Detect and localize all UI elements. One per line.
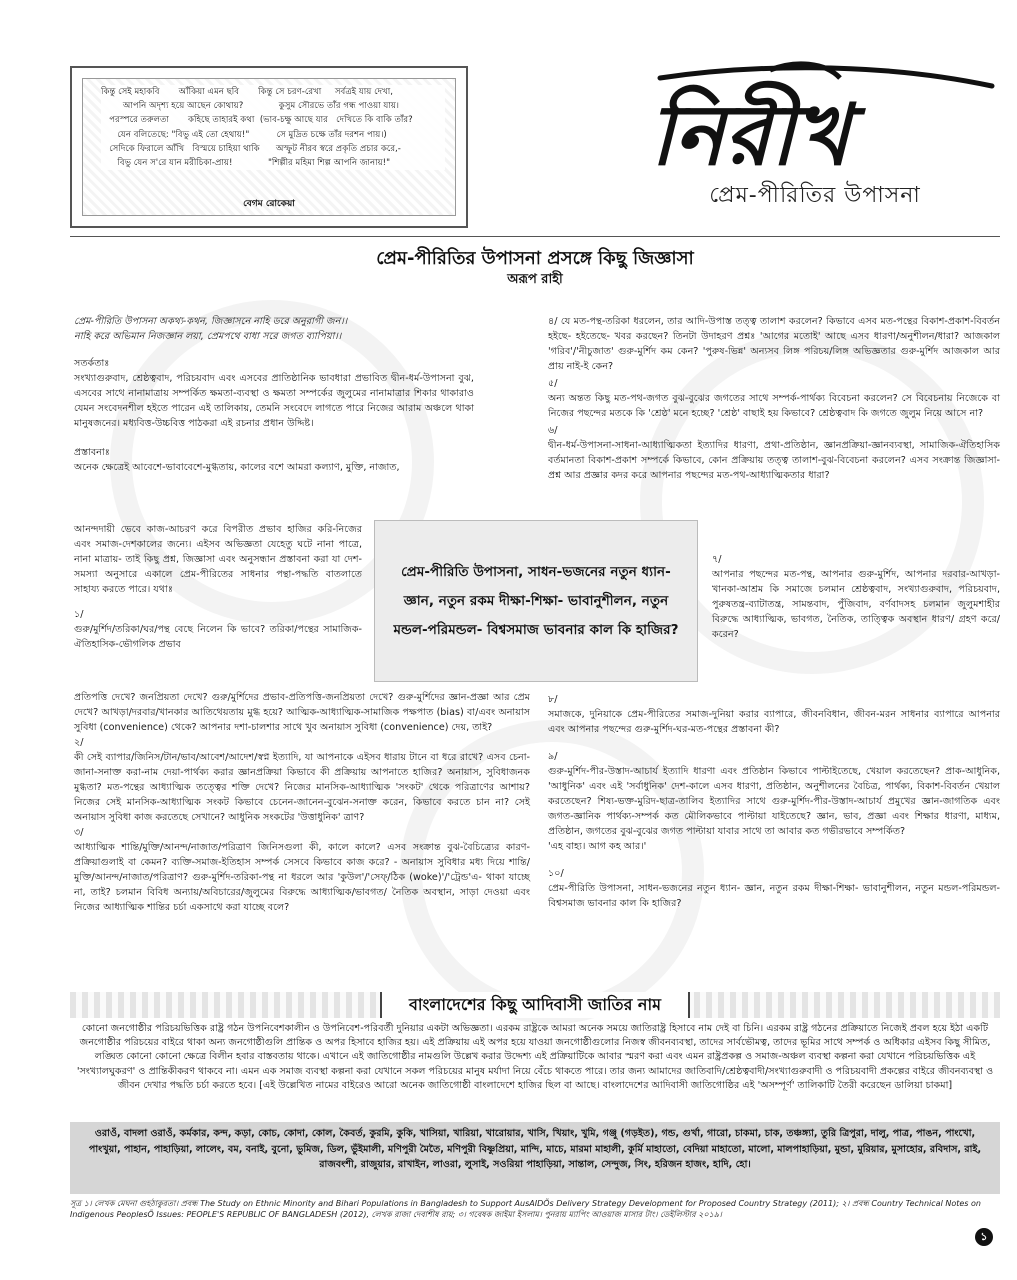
- question-text: দ্বীন-ধর্ম-উপাসনা-সাধনা-আধ্যাত্মিকতা ইত্যাদির ধারণা, প্রথা-প্রতিষ্ঠান, জ্ঞানপ্রক্রিয়া-জ্ঞানব্যবস্থা, সামাজিক-ঐতিহাসিক বর্তমানতা বিকাশ-প্রকাশ সম্পর্কে কিভাবে, কোন প্রক্রিয়ায় তত্ত্ব তালাশ-বুঝ-বিবেচনা করলেন? এসব সংক্রান্ত জিজ্ঞাসা-প্রশ্ন আর প্রজ্ঞার কদর করে আপনার পছন্দের মত-পথ-আধ্যাত্মিকতার ধারা?: [548, 440, 1000, 481]
- question-number: ১/: [74, 609, 84, 620]
- poem-line: সেদিকে ফিরালে আঁখি বিস্ময়ে চাহিয়া থাকি অস্ফুট নীরব স্বরে প্রকৃতি প্রচার করে,-: [101, 143, 401, 154]
- question-text: গুরু-মুর্শিদ-পীর-উস্তাদ-আচার্য ইত্যাদি ধারণা এবং প্রতিষ্ঠান কিভাবে পাল্টাইতেছে, খেয়াল করতেছেন? প্রাক-আধুনিক, 'আধুনিক' এবং এই 'সর্বাধুনিক' দেশ-কালে এসব ধারণা, প্রতিষ্ঠান, অনুশীলনের বৈচিত্র, পার্থক্য, বিকাশ-বিবর্তন খেয়াল করতেছেন? শিষ্য-ভক্ত-মুরিদ-ছাত্র-তালিব ইত্যাদির সাথে গুরু-মুর্শিদ-পীর-উস্তাদ-আচার্য প্রমুখের জ্ঞান-জাগতিক এবং জগত-জ্ঞানিক পার্থক্য-সম্পর্ক কত মৌলিকভাবে পাল্টায়া যাইতেছে? জ্ঞান, ভাব, প্রজ্ঞা এবং শিক্ষার ধারণা, মাধ্যম, প্রতিষ্ঠান, জগতের বুঝ-বুঝের জগত পাল্টায়া যাবার সাথে তা আবার কত গভীরভাবে সম্পর্কিত?: [548, 766, 1000, 837]
- quote-line: 'এহ বাহ্য। আগ কহ আর।': [548, 841, 647, 852]
- question-text: প্রতিপত্তি দেখে? জনপ্রিয়তা দেখে? গুরু/মুর্শিদের প্রভাব-প্রতিপত্তি-জনপ্রিয়তা দেখে? গুরু-মুর্শিদের জ্ঞান-প্রজ্ঞা আর প্রেম দেখে? আখড়া/দরবার/খানকার আতিথেয়তায় মুগ্ধ হয়ে? আত্মিক-আধ্যাত্মিক-সামাজিক পক্ষপাত (bias) বা/এবং অনায়াস সুবিধা (convenience) থেকে? আপনার দশা-চালশার সাথে খুব অনায়াস সুবিধা (convenience) দেয়, তাই?: [74, 692, 530, 733]
- poem-author: বেগম রোকেয়া: [243, 199, 295, 209]
- question-text: গুরু/মুর্শিদ/তরিকা/ঘর/পন্থ বেছে নিলেন কি ভাবে? তরিকা/পন্থের সামাজিক-ঐতিহাসিক-ভৌগলিক প্রভাব: [74, 624, 362, 650]
- question-text: সমাজকে, দুনিয়াকে প্রেম-পীরিতের সমাজ-দুনিয়া করার ব্যাপারে, জীবনবিধান, জীবন-মরন সাধনার ব্যাপারে আপনার এবং আপনার পছন্দের গুরু-মুর্শিদ-ঘর-মত-পন্থের প্রস্তাবনা কী?: [548, 709, 1000, 735]
- divider: [70, 236, 1000, 237]
- right-column-bottom: [548, 692, 1000, 911]
- page-number: ১: [975, 1228, 993, 1246]
- pull-quote: প্রেম-পীরিতি উপাসনা, সাধন-ভজনের নতুন ধ্যান- জ্ঞান, নতুন রকম দীক্ষা-শিক্ষা- ভাবানুশীলন, নতুন মন্ডল-পরিমন্ডল- বিশ্বসমাজ ভাবনার কাল কি হাজির?: [374, 520, 698, 682]
- question-number: ৪/: [548, 316, 558, 327]
- question-text: প্রেম-পীরিতি উপাসনা, সাধন-ভজনের নতুন ধ্যান- জ্ঞান, নতুন রকম দীক্ষা-শিক্ষা- ভাবানুশীলন, নতুন মন্ডল-পরিমন্ডল- বিশ্বসমাজ ভাবনার কাল কি হাজির?: [548, 883, 1000, 909]
- indigenous-names-list: ওরাওঁ, বাদলা ওরাওঁ, কর্মকার, কন্দ, কড়া, কোচ, কোদা, কোল, কৈবর্ত, কুরমি, কুকি, খাসিয়া, খারিয়া, খারোয়ার, খাসি, খিয়াং, খুমি, গঞ্জু (গড়ইত), গন্ড, গুর্খা, গারো, চাকমা, চাক, তঞ্চঙ্গ্যা, তুরি ত্রিপুরা, দালু, পাত্র, পাঙন, পাংখো, পাংখুয়া, পাহান, পাহাড়িয়া, লালেং, বম, বনাই, বুনো, ভুমিজ, ডিল, ভুঁইমালী, মণিপুরী মৈতৈ, মণিপুরী বিষ্ণুপ্রিয়া, মান্দি, মাচে, মারমা মাহালী, কুর্মি মাহাতো, বেদিয়া মাহাতো, মালো, মালপাহাড়িয়া, মুন্ডা, মুরিয়ার, মুসাহোর, রবিদাস, রাই, রাজবংশী, রাজুয়ার, রাখাইন, লাওরা, লুসাই, সওরিয়া পাহাড়িয়া, সান্তাল, সেন্দুজ, সিং, হরিজন হাজং, হাদি, হো।: [70, 1122, 1000, 1194]
- poem-line: বিভু যেন স'রে যান মরীচিকা-প্রায়! "শিল্পীর মহিমা শিল্প আপনি জানায়!": [101, 158, 391, 169]
- poem-line: পরস্পরে তরুলতা কহিছে তাহারই কথা (ভাব-চক্ষু আছে যার দেখিতে কি বাকি তাঁর?: [101, 115, 413, 126]
- brand-logo-text: নিরীখ: [650, 86, 850, 176]
- question-text: আধ্যাত্মিক শান্তি/মুক্তি/আনন্দ/নাজাত/পরিত্রাণ জিনিসগুলা কী, কালে কালে? এসব সংক্রান্ত বুঝ-বৈচিত্র্যের কারণ-প্রক্রিয়াগুলাই বা কেমন? ব্যক্তি-সমাজ-ইতিহাস সম্পর্ক সেসবে কিভাবে কাজ করে? - অনায়াস সুবিধার মধ্য দিয়ে শান্তি/মুক্তি/আনন্দ/নাজাত/পরিত্রাণ? গুরু-মুর্শিদ-তরিকা-পন্থ না ধরলে আর 'কুউল'/'সেফ্/ঠিক (woke)'/'ট্রেন্ড'এ- থাকা যাচ্ছে না, তাই? চলমান বিবিধ অন্যায়/অবিচারের/জুলুমের বিরুদ্ধে আধ্যাত্মিক/ভাবগত/ নৈতিক অবস্থান, সাড়া দেওয়া এবং নিজের আধ্যাত্মিক শান্তির চর্চা একসাথে করা যাচ্ছে বলে?: [74, 842, 530, 913]
- poem-line: কিন্তু সেই মহাকবি আঁকিয়া এমন ছবি কিন্তু সে চরণ-রেখা সর্বত্রই যায় দেখা,: [101, 87, 393, 97]
- question-text: কী সেই ব্যাপার/জিনিস/টান/ভাব/আবেশ/আদেশ/স্বপ্ন ইত্যাদি, যা আপনাকে এইসব ধারায় টানে বা ধরে রাখে? এসব চেনা-জানা-সনাক্ত করা-নাম দেয়া-পার্থক্য করার জ্ঞানপ্রক্রিয়া কিভাবে কী প্রক্রিয়ায় আপনাতে হাজির? অনায়াস, সুবিধাজনক মুগ্ধতা? মত-পন্থের আধ্যাত্মিক তত্ত্বের শক্তি দেখে? নিজের মানসিক-আধ্যাত্মিক 'সংকট' থেকে পরিত্রাণের আশায়? নিজের সেই মানসিক-আধ্যাত্মিক সংকট কিভাবে চেনেন-জানেন-বুঝেন-সনাক্ত করেন, কিভাবে করতে চান না? সেই অনায়াস সুবিধা কাজ করতেছে সেখানে? আধুনিক সংকটের 'উত্তাধুনিক' ত্রাণ?: [74, 752, 530, 823]
- left-column-top: [74, 314, 474, 481]
- question-text: অন্য অন্তত কিছু মত-পথ-জগত বুঝ-বুঝের জগতের সাথে সম্পর্ক-পার্থক্য বিবেচনা করলেন? সে বিবেচনায় নিজেকে বা নিজের পছন্দের মতকে কি 'শ্রেষ্ঠ' মনে হচ্ছে? 'শ্রেষ্ঠ' বাছাই হয় কিভাবে? শ্রেষ্ঠত্ববাদ কি জগতে জুলুম নিয়ে আসে না?: [548, 393, 1000, 419]
- poem-ornament-border: [82, 78, 456, 216]
- right-column-top: [548, 314, 1000, 483]
- poem-text: [101, 85, 445, 170]
- section-title: বাংলাদেশের কিছু আদিবাসী জাতির নাম: [380, 992, 690, 1018]
- question-number: ২/: [74, 737, 84, 748]
- proposal-heading: প্রস্তাবনাঃ: [74, 447, 110, 458]
- brand-logo: [620, 56, 1000, 176]
- question-text: আপনার পছন্দের মত-পন্থ, আপনার গুরু-মুর্শিদ, আপনার দরবার-আখড়া-খানকা-আশ্রম কি সমাজে চলমান শ্রেষ্ঠত্ববাদ, সংখ্যাগুরুবাদ, পরিচয়বাদ, পুরুষতন্ত্র-ব্যাটাতন্ত্র, সামন্তবাদ, পুঁজিবাদ, বর্ণবাদসহ চলমান জুলুমশাহীর বিরুদ্ধে আধ্যাত্মিক, ভাবগত, নৈতিক, তাত্ত্বিক অবস্থান ধারণ/ গ্রহণ করে/করেন?: [712, 569, 1000, 640]
- question-number: ৮/: [548, 694, 558, 705]
- poem-line: আপনি অদৃশ্য হয়ে আছেন কোথায়? কুসুম সৌরভে তাঁর গন্ধ পাওয়া যায়।: [101, 101, 400, 112]
- epigraph-line: নাহি করে অভিমান নিজজ্ঞান লয়া, প্রেমপথে বাধা সরে জগত ব্যাপিয়া।।: [74, 331, 342, 342]
- question-text: যে মত-পন্থ-তরিকা ধরলেন, তার আদি-উপাস্ত তত্ত্ব তালাশ করলেন? কিভাবে এসব মত-পন্থের বিকাশ-প্রকাশ-বিবর্তন হইছে- হইতেছে- খবর করছেন? তিনটা উদাহরণ প্রশ্নঃ 'আগের মতোই' আছে এসব ধারণা/অনুশীলন/ধারা? আজকাল 'গরিব'/'নীচুজাত' গুরু-মুর্শিদ কম কেন? 'পুরুষ-ভিন্ন' অন্যসব লিঙ্গ পরিচয়/লিঙ্গ অভিজ্ঞতার গুরু-মুর্শিদ আজকাল আর প্রায় নাই-ই কেন?: [548, 316, 1000, 372]
- question-number: ১০/: [548, 868, 564, 879]
- right-column-narrow: [712, 552, 1000, 642]
- left-column-bottom: [74, 690, 530, 915]
- question-number: ৭/: [712, 554, 722, 565]
- section-intro: কোনো জনগোষ্ঠীর পরিচয়ভিত্তিক রাষ্ট্র গঠন উপনিবেশকালীন ও উপনিবেশ-পরিবর্তী দুনিয়ার একটা অভিজ্ঞতা। এরকম রাষ্ট্রকে আমরা অনেক সময়ে জাতিরাষ্ট্র হিসাবে নাম দেই বা চিনি। এরকম রাষ্ট্র গঠনের প্রক্রিয়াতে নিজেই প্রবল হয়ে ইঠা একটি জনগোষ্ঠীর পরিচয়ের বাইরে থাকা অন্য জনগোষ্ঠীগুলি প্রান্তিক ও অপর হিসাবে হাজির হয়। এই প্রক্রিয়ায় এই অপর হয়ে যাওয়া জনগোষ্ঠীগুলোর নিজস্ব জীবনব্যবস্থা, তাদের সার্বভৌমত্ব, তাদের ভূমির সাথে সম্পর্ক ও অধিকার এইসব কিছু সীমিত, লঙ্ঘিত কোনো কোনো ক্ষেত্রে বিলীন হবার বাস্তবতায় থাকে। এখানে এই জাতিগোষ্ঠীর নামগুলি উল্লেখ করার উদ্দেশ্য এই প্রক্রিয়াটিকে আবার স্মরণ করা এবং এমন রাষ্ট্রপ্রকল্প ও সমাজ-অঞ্চল ব্যবস্থা কল্পনা করা যেখানে পরিচয়ভিত্তিক এই 'সংখ্যালঘুকরণ' ও প্রান্তিকীকরণ থাকবে না। এমন এক সমাজ ব্যবস্থা কল্পনা করা যেখানে সকল পরিচয়ের মানুষ মর্যাদা নিয়ে বেঁচে থাকতে পারে। তার জন্য আমাদের জাতিবাদি/শ্রেষ্ঠত্ববাদী/সংখ্যাগুরুবাদী ও পরিচয়বাদী প্রকল্পের বাইরে জীবনব্যবস্থা ও জীবন দেখার পদ্ধতি চর্চা করতে হবে। [এই উল্লেখিত নামের বাইরেও আরো অনেক জাতিগোষ্ঠী বাংলাদেশে হাজির ছিল বা আছে। বাংলাদেশের আদিবাসী জাতিগোষ্ঠির এই 'অসম্পূর্ণ' তালিকাটি তৈরী করেছেন ডালিয়া চাকমা]: [76, 1023, 994, 1091]
- poem-box: [70, 66, 468, 228]
- caution-body: সংখ্যাগুরুবাদ, শ্রেষ্ঠত্ববাদ, পরিচয়বাদ এবং এসবের প্রাতিষ্ঠানিক ভাবধারা প্রভাবিত দ্বীন-ধর্ম-উপাসনা বুঝ, এসবের সাথে নানামাত্রায় সম্পর্কিত ক্ষমতা-ব্যবস্থা ও ক্ষমতা সম্পর্কের জুলুমের নানামাত্রার শিকার থাকারাও যেমন সংবেদনশীল হইতে পারেন এই তালিকায়, তেমনি সংবেদে লাগতে পারে নিজের আরাম অঞ্চলে থাকা মানুষজনের। মধ্যবিত্ত-উচ্চবিত্ত পাঠকরা এই রচনার প্রধান উদ্দিষ্ট।: [74, 373, 474, 429]
- article-author: অরূপ রাহী: [507, 272, 563, 287]
- proposal-body: আনন্দদায়ী ভেবে কাজ-আচরণ করে বিপরীত প্রভাব হাজির করি-নিজের এবং সমাজ-দেশকালের জন্যে। এইসব অভিজ্ঞতা যেহেতু ঘটে নানা পাত্রে, নানা মাত্রায়- তাই কিছু প্রশ্ন, জিজ্ঞাসা এবং অনুসন্ধান প্রস্তাবনা করা যা দেশ-সমস্যা অনুসারে একালে প্রেম-পীরিতের সাধনার পন্থা-পদ্ধতি বাতলাতে সাহায্য করতে পারে। যথাঃ: [74, 524, 362, 595]
- question-number: ৯/: [548, 751, 558, 762]
- question-number: ৬/: [548, 425, 558, 436]
- poem-line: যেন বলিতেছে: "বিভু এই তো হেথায়!" সে মুদ্রিত চক্ষে তাঁর দরশন পায়।): [101, 129, 387, 140]
- proposal-lead: অনেক ক্ষেত্রেই আবেশে-ভাবাবেশে-মুগ্ধতায়, কালের বশে আমরা কল্যাণ, মুক্তি, নাজাত,: [74, 462, 400, 473]
- sources-footnote: সূত্র ১। লেখক মেঘনা গুহঠাকুরতা। প্রবন্ধ The Study on Ethnic Minority and Bihari Populations in Bangladesh to Support AusAIDÕs Delivery Strategy Development for Proposed Country Strategy (2011); ২। প্রবন্ধ Country Technical Notes on Indigenous PeoplesÕ Issues: PEOPLE'S REPUBLIC OF BANGLADESH (2012), লেখক রাজা দেবাশীষ রায়; ৩। গবেষক জাইমা ইসলাম। পুনরায় ম্যাপিং আওয়াজ মাসার টাং। ডেইলিস্টার ২০১৯।: [70, 1199, 981, 1219]
- question-number: ৩/: [74, 827, 84, 838]
- article-title: প্রেম-পীরিতির উপাসনা প্রসঙ্গে কিছু জিজ্ঞাসা: [376, 248, 694, 269]
- brand-subtitle: প্রেম-পীরিতির উপাসনা: [709, 183, 921, 208]
- epigraph-line: প্রেম-পীরিতি উপাসনা অকথ্য-কথন, জিজ্ঞাসনে নাহি ডরে অনুরাগী জন।।: [74, 316, 348, 327]
- question-number: ৫/: [548, 378, 558, 389]
- caution-heading: সতর্কতাঃ: [74, 358, 110, 369]
- left-column-narrow: [74, 522, 362, 658]
